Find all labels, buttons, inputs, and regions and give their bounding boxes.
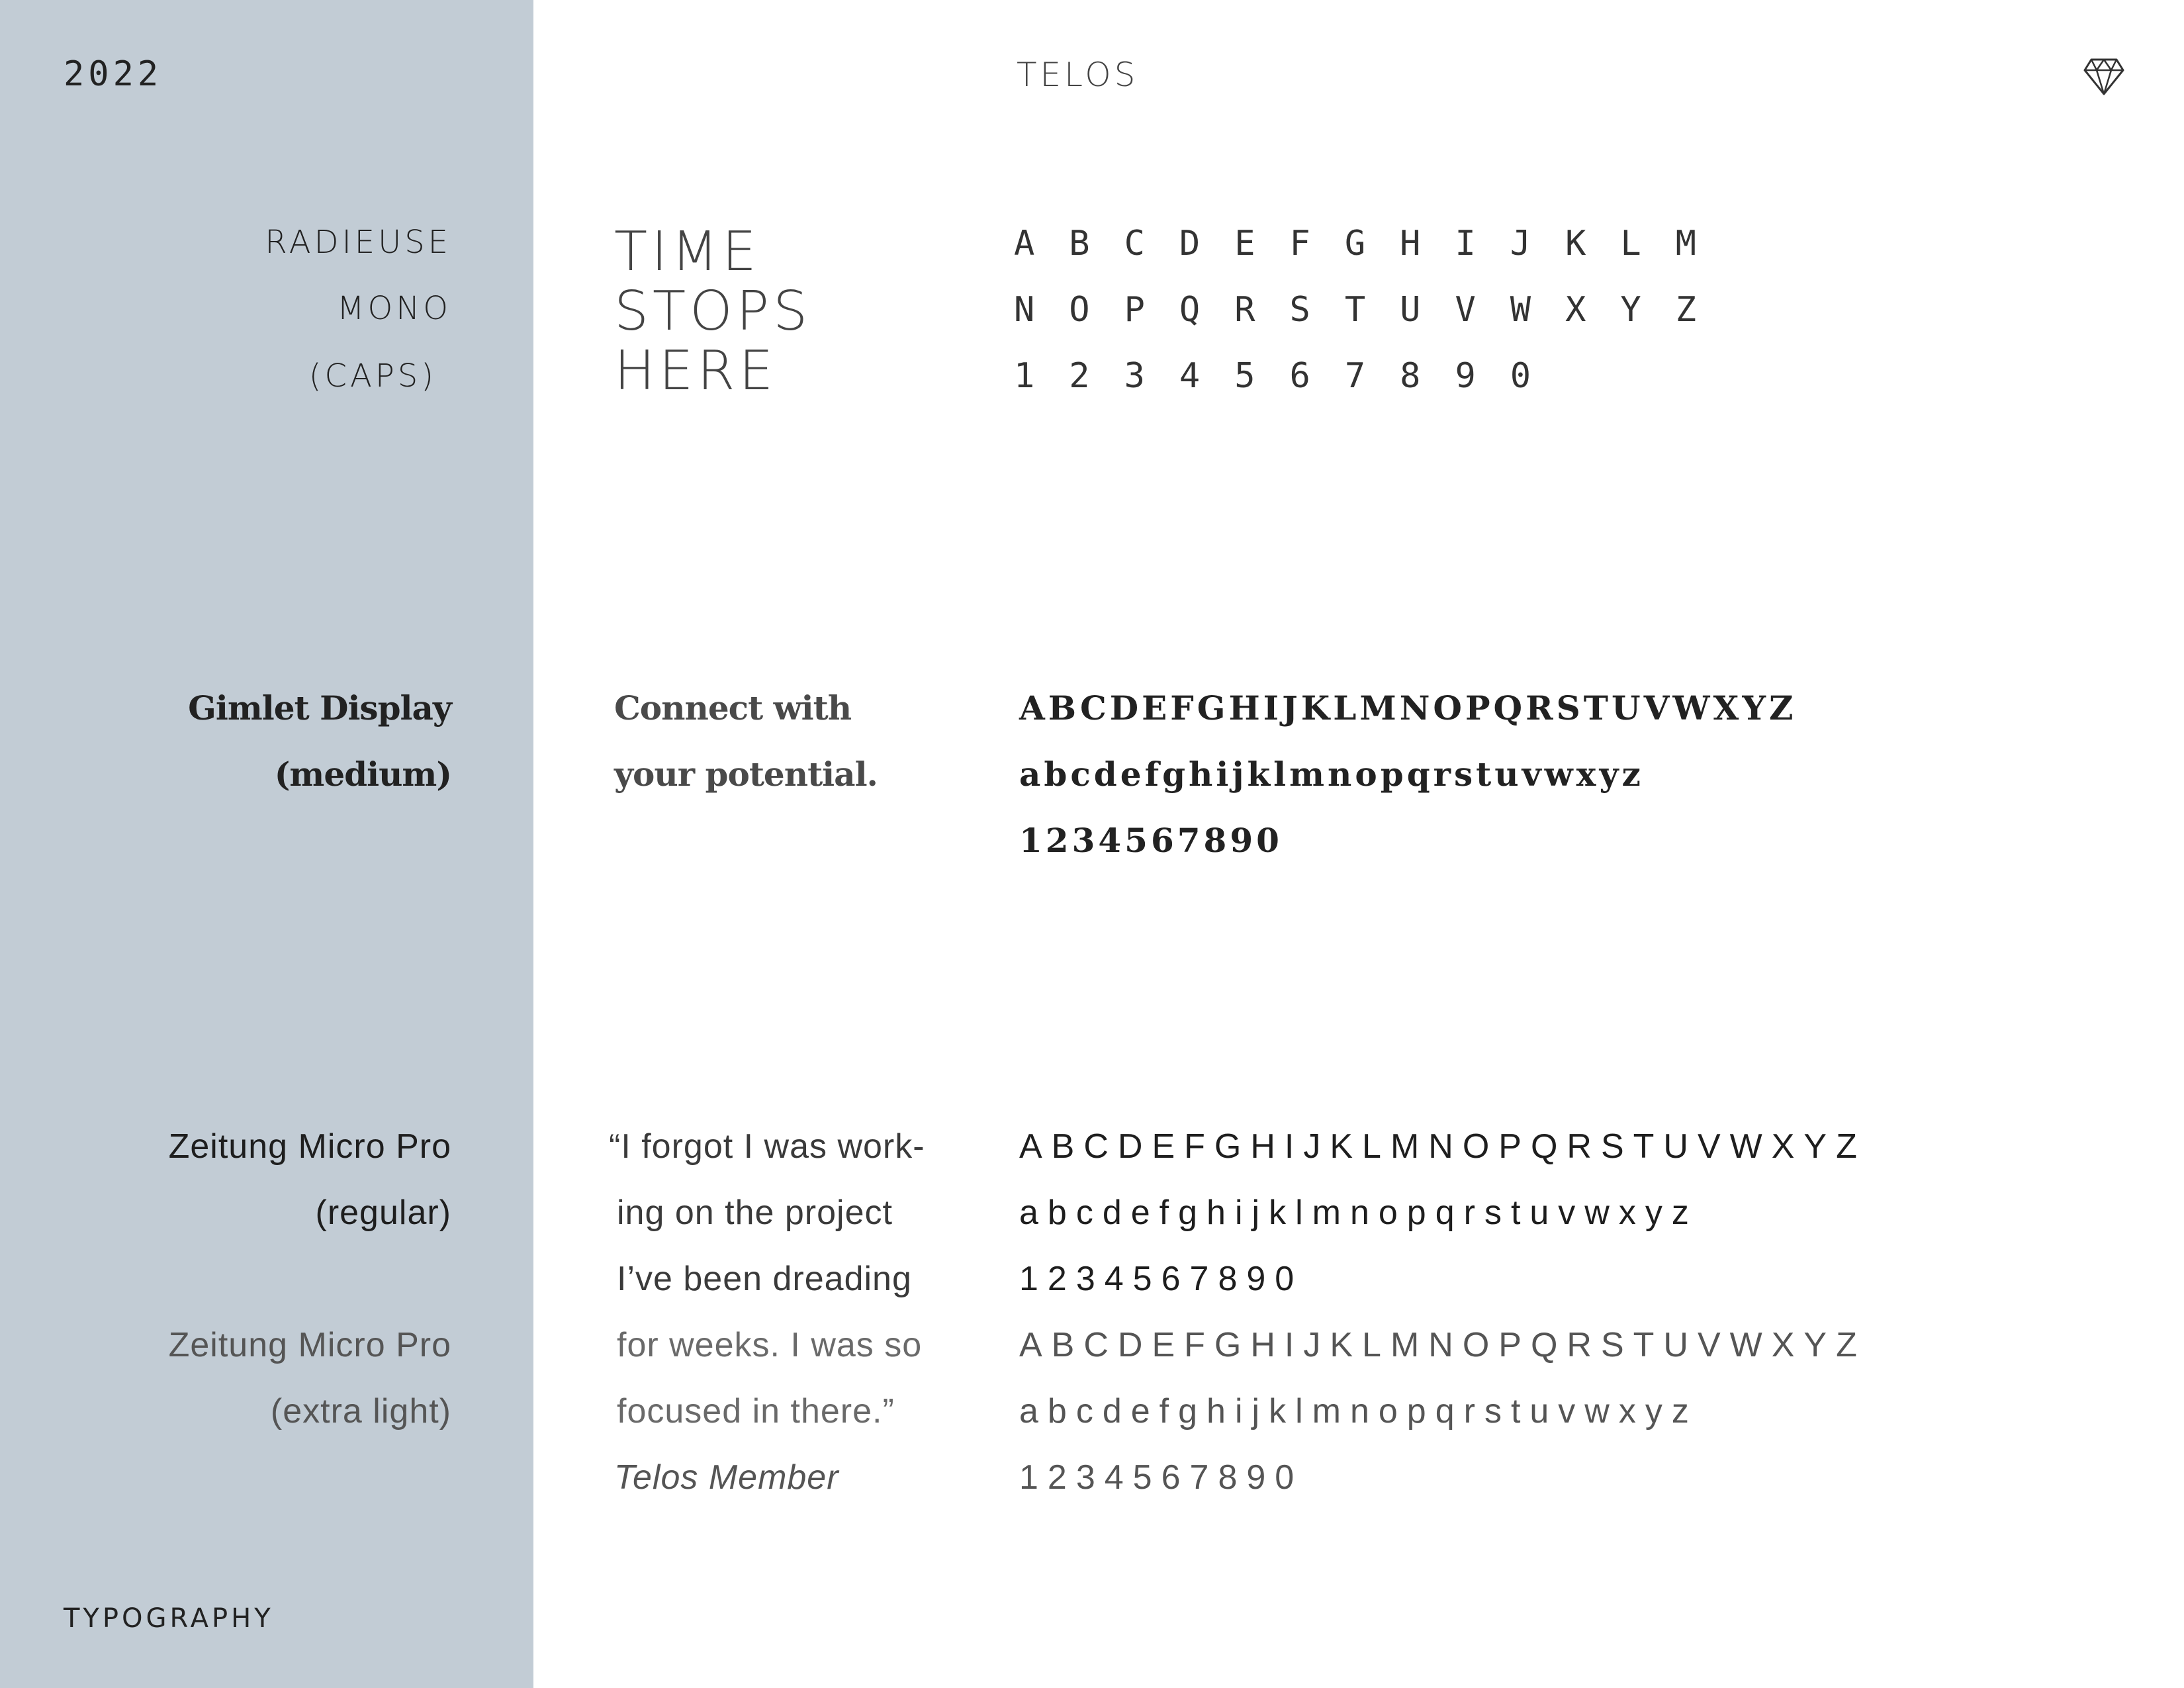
font-label-gimlet-line2: (medium) [274,755,451,794]
quote-line-5: focused in there.” [617,1392,895,1430]
font-label-radieuse-line2: MONO [337,290,451,327]
font-label-zeitung-light-line2: (extra light) [270,1392,451,1430]
sample-gimlet-line2: your potential. [614,755,878,794]
font-label-zeitung-regular-line1: Zeitung Micro Pro [168,1127,451,1166]
quote-line-1: “I forgot I was work- [609,1127,925,1166]
quote-line-4: for weeks. I was so [617,1326,923,1364]
font-label-radieuse-line3: (CAPS) [308,357,437,395]
diamond-icon [2083,58,2124,95]
brand-title: TELOS [1017,56,1139,94]
charset-gimlet-uppercase: ABCDEFGHIJKLMNOPQRSTUVWXYZ [1019,688,1797,727]
charset-gimlet-lowercase: abcdefghijklmnopqrstuvwxyz [1019,755,1644,794]
charset-zeitung-light-uppercase: ABCDEFGHIJKLMNOPQRSTUVWXYZ [1019,1326,1866,1364]
charset-zeitung-light-digits: 1234567890 [1019,1458,1304,1497]
sample-gimlet-line1: Connect with [614,688,852,727]
charset-zeitung-regular-lowercase: abcdefghijklmnopqrstuvwxyz [1019,1194,1698,1232]
font-label-zeitung-light-line1: Zeitung Micro Pro [168,1326,451,1364]
font-label-gimlet-line1: Gimlet Display [188,688,451,727]
sample-radieuse-line1: TIME [614,220,760,283]
year-label: 2022 [64,54,163,94]
font-label-radieuse-line1: RADIEUSE [265,224,451,261]
quote-line-3: I’ve been dreading [617,1260,912,1298]
charset-radieuse-digits: 1234567890 [1014,356,1566,396]
charset-zeitung-regular-uppercase: ABCDEFGHIJKLMNOPQRSTUVWXYZ [1019,1127,1866,1166]
quote-line-2: ing on the project [617,1194,893,1232]
charset-zeitung-regular-digits: 1234567890 [1019,1260,1304,1298]
charset-radieuse-uppercase-2: NOPQRSTUVWXYZ [1014,290,1731,330]
font-label-zeitung-regular-line2: (regular) [315,1194,451,1232]
charset-gimlet-digits: 1234567890 [1019,821,1283,860]
charset-radieuse-uppercase-1: ABCDEFGHIJKLM [1014,224,1731,263]
charset-zeitung-light-lowercase: abcdefghijklmnopqrstuvwxyz [1019,1392,1698,1430]
section-title: TYPOGRAPHY [64,1603,274,1634]
sample-radieuse-line2: STOPS [614,280,812,343]
sample-radieuse-line3: HERE [614,340,778,402]
quote-attribution: Telos Member [614,1458,839,1497]
